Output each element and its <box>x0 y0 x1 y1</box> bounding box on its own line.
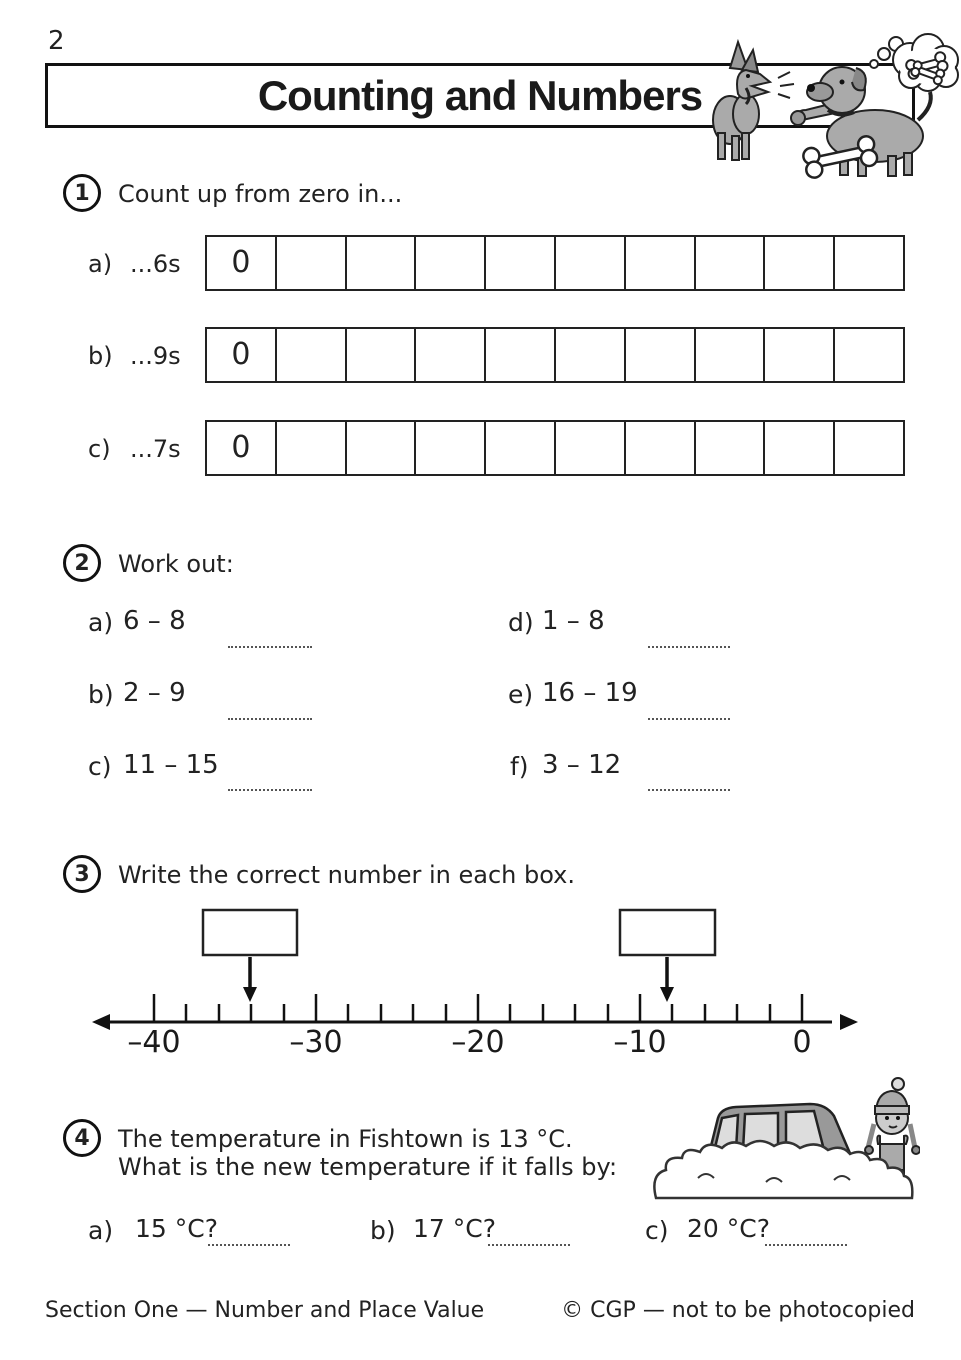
q2-item-a-letter: a) <box>88 608 114 637</box>
count-cell[interactable] <box>624 237 694 289</box>
tick-label: –10 <box>613 1025 667 1060</box>
count-cell[interactable] <box>484 422 554 474</box>
count-cell[interactable] <box>833 422 903 474</box>
count-cell-start: 0 <box>231 337 251 372</box>
tick-label: –40 <box>127 1025 181 1060</box>
q2-item-d-letter: d) <box>508 608 534 637</box>
count-cell[interactable] <box>414 329 484 381</box>
page-title: Counting and Numbers <box>257 72 703 119</box>
count-cell[interactable] <box>345 422 415 474</box>
thought-bubble-icon <box>870 34 958 91</box>
pointer-arrow <box>243 957 674 1002</box>
count-cell[interactable] <box>275 422 345 474</box>
tick-label: –20 <box>451 1025 505 1060</box>
count-cell[interactable] <box>345 329 415 381</box>
page-number: 2 <box>48 26 65 56</box>
number-line-diagram <box>90 900 860 1060</box>
count-cell[interactable] <box>694 422 764 474</box>
count-cell[interactable] <box>275 329 345 381</box>
q4-number-badge: 4 <box>63 1119 101 1157</box>
q1-row-c-step: ...7s <box>130 435 181 463</box>
answer-dotted-line[interactable] <box>648 700 730 720</box>
q4-item-c-letter: c) <box>645 1216 669 1245</box>
q4-item-a-label: 15 °C? <box>135 1214 218 1243</box>
q2-item-a-expr: 6 – 8 <box>123 606 186 636</box>
q1-row-a-letter: a) <box>88 250 113 278</box>
q2-item-b-expr: 2 – 9 <box>123 678 186 708</box>
count-cell[interactable] <box>763 237 833 289</box>
count-cell[interactable] <box>484 237 554 289</box>
q2-prompt: Work out: <box>118 550 234 578</box>
q3-prompt: Write the correct number in each box. <box>118 861 575 889</box>
q1-row-a-step: ...6s <box>130 250 181 278</box>
answer-dotted-line[interactable] <box>208 1226 290 1246</box>
count-cell[interactable] <box>833 237 903 289</box>
count-cell[interactable] <box>484 329 554 381</box>
count-cell-start: 0 <box>231 430 251 465</box>
q4-item-b-letter: b) <box>370 1216 396 1245</box>
count-cell[interactable] <box>624 329 694 381</box>
answer-box[interactable] <box>203 910 297 955</box>
answer-dotted-line[interactable] <box>228 700 312 720</box>
dogs-illustration <box>690 28 960 180</box>
q1-prompt: Count up from zero in... <box>118 180 403 208</box>
q2-item-c-letter: c) <box>88 752 112 781</box>
tick-label: 0 <box>792 1025 812 1060</box>
count-cell[interactable] <box>345 237 415 289</box>
count-cell[interactable] <box>414 422 484 474</box>
barking-dog <box>713 42 770 160</box>
snow-car-illustration <box>648 1066 920 1206</box>
answer-dotted-line[interactable] <box>228 628 312 648</box>
q2-item-e-letter: e) <box>508 680 534 709</box>
q2-item-d-expr: 1 – 8 <box>542 606 605 636</box>
footer-section-title: Section One — Number and Place Value <box>45 1298 485 1323</box>
q1-row-a-grid <box>205 235 905 291</box>
q1-row-b-letter: b) <box>88 342 113 370</box>
count-cell-start: 0 <box>231 245 251 280</box>
count-cell[interactable] <box>763 329 833 381</box>
q1-row-c-grid <box>205 420 905 476</box>
q4-item-c-label: 20 °C? <box>687 1214 770 1243</box>
q1-row-b-step: ...9s <box>130 342 181 370</box>
q2-item-e-expr: 16 – 19 <box>542 678 638 708</box>
answer-dotted-line[interactable] <box>488 1226 570 1246</box>
count-cell[interactable] <box>554 237 624 289</box>
q1-row-b-grid <box>205 327 905 383</box>
count-cell[interactable] <box>694 237 764 289</box>
count-cell[interactable] <box>763 422 833 474</box>
bark-lines-icon <box>778 72 794 98</box>
count-cell[interactable] <box>624 422 694 474</box>
q1-row-c-letter: c) <box>88 435 111 463</box>
q2-number-badge: 2 <box>63 544 101 582</box>
answer-dotted-line[interactable] <box>648 628 730 648</box>
q2-item-b-letter: b) <box>88 680 114 709</box>
q2-item-c-expr: 11 – 15 <box>123 750 219 780</box>
q3-number-badge: 3 <box>63 855 101 893</box>
q2-item-f-expr: 3 – 12 <box>542 750 622 780</box>
tick-label: –30 <box>289 1025 343 1060</box>
count-cell[interactable] <box>554 329 624 381</box>
count-cell[interactable] <box>833 329 903 381</box>
count-cell[interactable] <box>275 237 345 289</box>
count-cell[interactable] <box>554 422 624 474</box>
answer-dotted-line[interactable] <box>765 1226 847 1246</box>
footer-copyright: © CGP — not to be photocopied <box>561 1298 915 1323</box>
q1-number-badge: 1 <box>63 174 101 212</box>
q4-item-b-label: 17 °C? <box>413 1214 496 1243</box>
count-cell[interactable] <box>414 237 484 289</box>
answer-dotted-line[interactable] <box>648 771 730 791</box>
q4-item-a-letter: a) <box>88 1216 114 1245</box>
answer-box[interactable] <box>620 910 715 955</box>
count-cell[interactable] <box>694 329 764 381</box>
q4-prompt-line1: The temperature in Fishtown is 13 °C. <box>118 1125 573 1153</box>
answer-dotted-line[interactable] <box>228 771 312 791</box>
q2-item-f-letter: f) <box>510 752 529 781</box>
q4-prompt-line2: What is the new temperature if it falls by: <box>118 1153 618 1181</box>
